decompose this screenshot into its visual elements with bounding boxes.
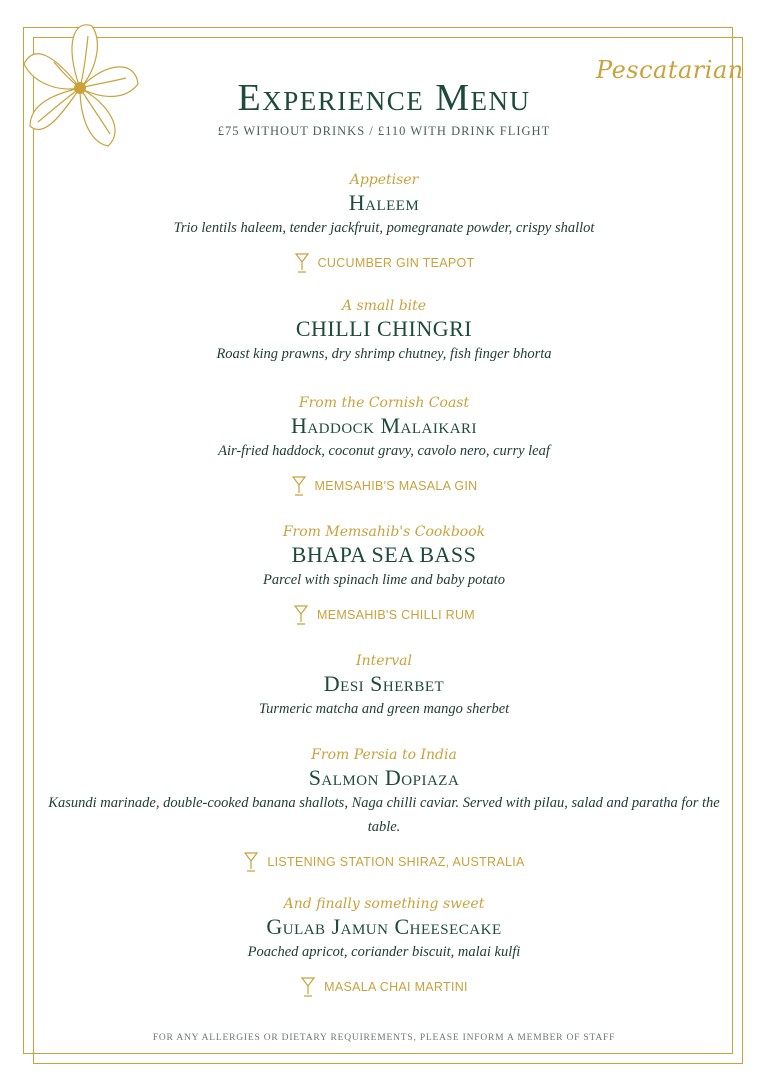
dish-name: Haleem	[348, 190, 420, 215]
course-label: And finally something sweet	[283, 896, 485, 912]
dish-name: BHAPA SEA BASS	[291, 542, 477, 567]
drink-name: MEMSAHIB'S MASALA GIN	[314, 479, 478, 493]
cocktail-glass-icon	[293, 604, 309, 626]
drink-pairing	[293, 604, 475, 626]
drink-pairing	[243, 851, 524, 873]
page-title: Experience Menu	[237, 77, 531, 119]
course-label: From the Cornish Coast	[298, 395, 470, 411]
cocktail-glass-icon	[243, 851, 259, 873]
drink-name: LISTENING STATION SHIRAZ, AUSTRALIA	[267, 855, 525, 869]
course-sweet	[40, 894, 728, 1002]
course-small-bite	[40, 296, 728, 366]
course-interval	[40, 651, 728, 721]
drink-name: CUCUMBER GIN TEAPOT	[317, 256, 475, 270]
dish-description: Poached apricot, coriander biscuit, malai kulfi	[247, 944, 521, 960]
diet-label: Pescatarian	[596, 56, 744, 84]
dish-name: Salmon Dopiaza	[308, 765, 460, 790]
dish-name: CHILLI CHINGRI	[295, 316, 473, 341]
drink-pairing	[300, 976, 468, 998]
course-persia-to-india	[40, 745, 728, 877]
drink-pairing	[291, 475, 478, 497]
dish-description: Air-fried haddock, coconut gravy, cavolo nero, curry leaf	[218, 443, 550, 459]
drink-name: MEMSAHIB'S CHILLI RUM	[316, 608, 475, 622]
course-label: Appetiser	[349, 172, 419, 188]
cocktail-glass-icon	[291, 475, 307, 497]
dish-name: Desi Sherbet	[323, 671, 445, 696]
price-subtitle: £75 WITHOUT DRINKS / £110 WITH DRINK FLIGHT	[217, 124, 551, 138]
course-appetiser	[40, 170, 728, 278]
course-cornish-coast	[40, 393, 728, 501]
dish-name: Haddock Malaikari	[290, 413, 478, 438]
course-memsahib-cookbook	[40, 522, 728, 630]
course-label: A small bite	[341, 298, 427, 314]
dish-description: Roast king prawns, dry shrimp chutney, fish finger bhorta	[216, 346, 552, 362]
dish-description: Parcel with spinach lime and baby potato	[263, 572, 505, 588]
drink-pairing	[294, 252, 475, 274]
dish-name: Gulab Jamun Cheesecake	[266, 914, 502, 939]
dish-description: Kasundi marinade, double-cooked banana shallots, Naga chilli caviar. Served with pilau, salad and paratha for the table.	[48, 795, 720, 835]
dish-description: Turmeric matcha and green mango sherbet	[258, 701, 510, 717]
dish-description: Trio lentils haleem, tender jackfruit, pomegranate powder, crispy shallot	[173, 220, 595, 236]
course-label: Interval	[356, 653, 412, 669]
cocktail-glass-icon	[294, 252, 310, 274]
drink-name: MASALA CHAI MARTINI	[324, 980, 468, 994]
allergy-footer: FOR ANY ALLERGIES OR DIETARY REQUIREMENTS, PLEASE INFORM A MEMBER OF STAFF	[152, 1033, 616, 1043]
cocktail-glass-icon	[300, 976, 316, 998]
course-label: From Persia to India	[311, 747, 457, 763]
course-label: From Memsahib's Cookbook	[282, 524, 486, 540]
